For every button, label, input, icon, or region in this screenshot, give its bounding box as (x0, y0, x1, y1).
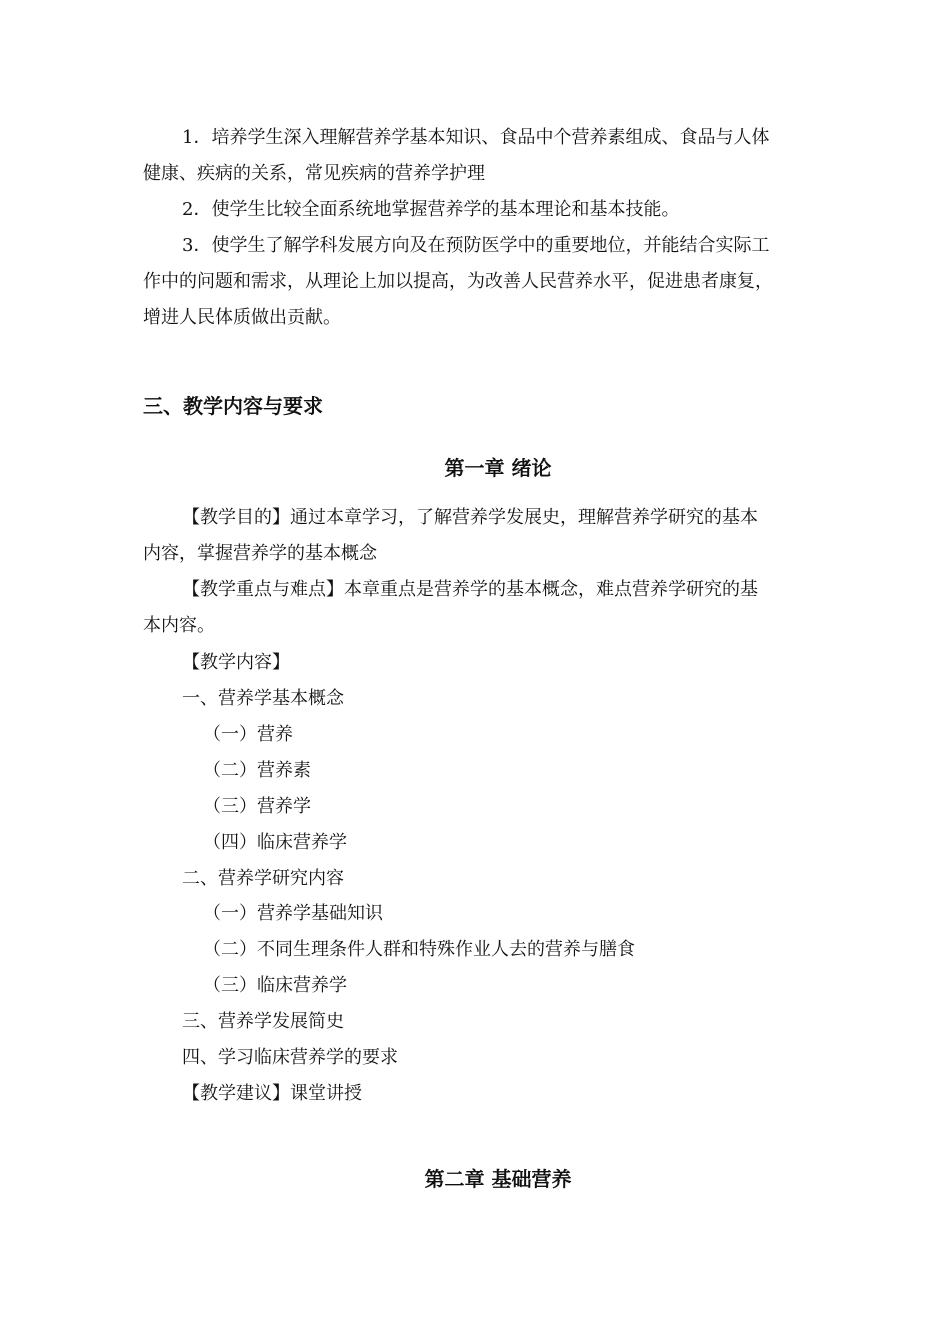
outline-item: （三）营养学 (203, 796, 311, 817)
chapter-1-title: 第一章 绪论 (444, 456, 552, 480)
objective-3-line-3: 增进人民体质做出贡献。 (143, 307, 341, 328)
outline-item: （二）不同生理条件人群和特殊作业人去的营养与膳食 (203, 939, 635, 960)
outline-heading-2: 二、营养学研究内容 (182, 868, 344, 889)
outline-item: （四）临床营养学 (203, 832, 347, 853)
chapter-1-purpose-line-1: 【教学目的】通过本章学习，了解营养学发展史，理解营养学研究的基本 (182, 507, 758, 528)
chapter-1-keypoints-line-1: 【教学重点与难点】本章重点是营养学的基本概念，难点营养学研究的基 (182, 579, 758, 600)
chapter-2-title: 第二章 基础营养 (424, 1167, 572, 1191)
outline-item: （三）临床营养学 (203, 975, 347, 996)
outline-item: （一）营养学基础知识 (203, 903, 383, 924)
outline-heading-3: 三、营养学发展简史 (182, 1011, 344, 1032)
chapter-1-keypoints-line-2: 本内容。 (143, 615, 215, 636)
objective-1-line-1: 1．培养学生深入理解营养学基本知识、食品中个营养素组成、食品与人体 (182, 127, 770, 148)
outline-heading-1: 一、营养学基本概念 (182, 688, 344, 709)
chapter-1-content-label: 【教学内容】 (182, 652, 290, 673)
objective-2-line-1: 2．使学生比较全面系统地掌握营养学的基本理论和基本技能。 (182, 199, 680, 220)
objective-3-line-2: 作中的问题和需求，从理论上加以提高，为改善人民营养水平，促进患者康复， (143, 271, 773, 292)
objective-3-line-1: 3．使学生了解学科发展方向及在预防医学中的重要地位，并能结合实际工 (182, 235, 770, 256)
section-heading: 三、教学内容与要求 (143, 394, 323, 418)
outline-heading-4: 四、学习临床营养学的要求 (182, 1047, 398, 1068)
chapter-1-suggestion: 【教学建议】课堂讲授 (182, 1083, 362, 1104)
outline-item: （二）营养素 (203, 760, 311, 781)
outline-item: （一）营养 (203, 724, 293, 745)
chapter-1-purpose-line-2: 内容，掌握营养学的基本概念 (143, 543, 377, 564)
objective-1-line-2: 健康、疾病的关系，常见疾病的营养学护理 (143, 163, 485, 184)
